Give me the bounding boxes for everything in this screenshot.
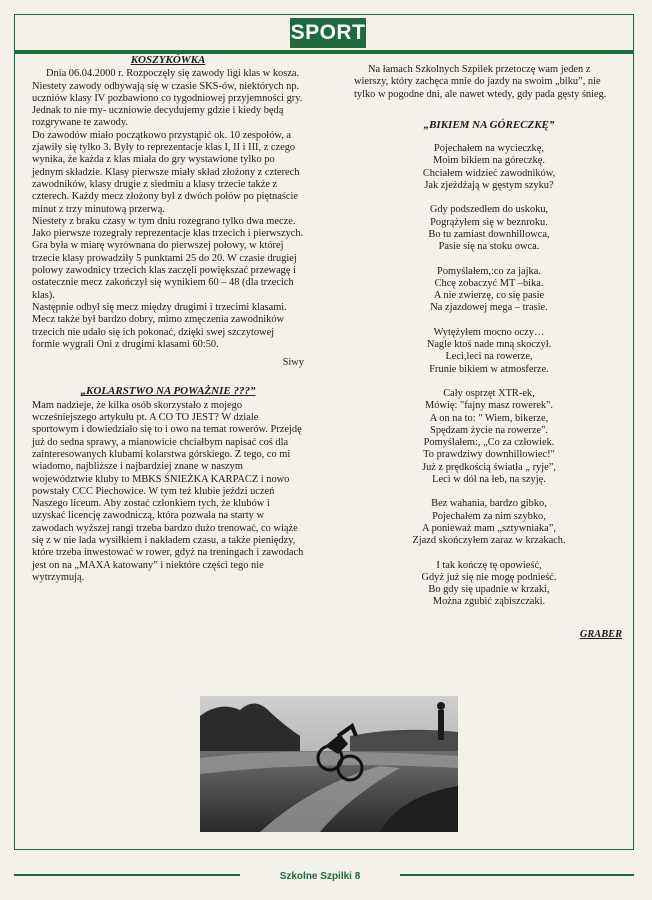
article-title-koszykowka: KOSZYKÓWKA: [130, 54, 206, 66]
poem-line: Jak zjeżdżają w gęstym szyku?: [424, 180, 554, 192]
poem-line: Pojechałem na wycieczkę,: [434, 143, 544, 155]
poem-line: Bo gdy się upadnie w krzaki,: [428, 584, 550, 596]
poem-line: Pojechałem za nim szybko,: [432, 510, 546, 522]
poem-line: Na zjazdowej mega – trasie.: [430, 302, 548, 314]
poem-line: Już z prędkością światła „ ryje”,: [422, 461, 556, 473]
article-paragraph: Niestety z braku czasy w tym dniu rozegrano tylko dwa mecze. Jako pierwsze rozegrały reprezentacje klas trzecich i pierwszych. Gra była w miarę wyrównana do pierwszej połowy, w której trzecie klasy prowadziły 5 punktami 25 do 20. W czasie drugiej połowy zawodnicy trzecich klas zaczęli powiększać przewagę i ostatecznie mecz zakończył się wynikiem 60 – 48 (dla trzecich klas).: [32, 215, 304, 301]
left-column: [32, 54, 304, 584]
poem-line: A nie zwierzę, co się pasie: [433, 290, 545, 302]
cyclist-photo: [200, 696, 458, 832]
poem-line: Pogrążyłem się w beznroku.: [430, 216, 548, 228]
article-signature: Siwy: [282, 357, 304, 369]
poem-line: Moim bikiem na góreczkę.: [433, 155, 545, 167]
poem-stanza: [354, 388, 624, 486]
poem-stanza: [354, 327, 624, 376]
header-rule: [14, 50, 634, 53]
poem-line: I tak kończę tę opowieść,: [436, 559, 542, 571]
poem-line: To prawdziwy downhillowiec!": [423, 449, 555, 461]
poem-line: A on na to: " Wiem, bikerze,: [429, 412, 549, 424]
poem-line: Można zgubić ząbiszczaki.: [432, 596, 546, 608]
poem-line: Mówię: "fajny masz rowerek".: [425, 400, 553, 412]
poem-intro: Na łamach Szkolnych Szpilek przetoczę wam jeden z wierszy, który zachęca mnie do jazdy na swoim „biku”, nie tylko w pogodne dni, ale nawet wtedy, gdy pada gęsty śnieg.: [354, 64, 607, 100]
footer-page-label: Szkolne Szpilki 8: [240, 870, 400, 884]
poem-line: A ponieważ mam „sztywniaka”,: [422, 522, 556, 534]
poem-line: Nagle ktoś nade mną skoczył.: [426, 339, 552, 351]
article-title-kolarstwo: „KOLARSTWO NA POWAŻNIE ???”: [80, 385, 256, 398]
poem-stanza: [354, 266, 624, 315]
poem-line: Zjazd skończyłem zaraz w krzakach.: [412, 535, 566, 547]
poem-line: Leci,leci na rowerze,: [445, 351, 533, 363]
article-paragraph: Następnie odbył się mecz między drugimi i trzecimi klasami. Mecz także był bardzo dobry, mimo zmęczenia zawodników trzecich nie udało się ich pokonać, dzięki swej szczytowej formie wygrali Oni z drugimi klasami 60:50.: [32, 301, 287, 350]
poem-line: Pasie się na stoku owca.: [438, 241, 540, 253]
article-paragraph: Do zawodów miało początkowo przystąpić ok. 10 zespołów, a zjawiły się tylko 3. Były to reprezentacje klas I, II i III, z czego wynika, że każda z klas miała do gry wystawione tylko po jednym składzie. Klasy pierwsze miały skład złożony z czterech zawodników, klasy drugie z siedmiu a klasy trzecie także z czterech. Każdy mecz złożony był z dwóch połów po piętnaście minut z trzy minutową przerwą.: [32, 129, 300, 215]
poem-line: Bez wahania, bardzo gibko,: [431, 498, 547, 510]
poem-line: Chciałem widzieć zawodników,: [422, 167, 556, 179]
poem-line: Spędzam życie na rowerze".: [430, 424, 548, 436]
article-paragraph: Mam nadzieje, że kilka osób skorzystało z mojego wcześniejszego artykułu pt. A CO TO JEST? W dziale sportowym i dowiedziało się to i owo na temat rowerów. Przejdę już do sedna sprawy, a mianowicie chciałbym napisać coś dla zainteresowanych klubami kolarstwa górskiego. Z tego, co mi wiadomo, najbliższe i najbardziej znane w naszym województwie kluby to MBKS ŚNIEŻKA KARPACZ i nowo powstały CCC Piechowice. W tym też klubie jeździ uczeń Naszego liceum. Aby zostać członkiem tych, że klubów i uzyskać licencję zawodniczą, która pozwala na starty w zawodach wyższej rangi trzeba bardzo dużo trenować, co wiąże się z w nie lada wysiłkiem i nakładem czasu, a także pieniędzy, które trzeba inwestować w rower, gdyż na treningach i zawodach jest on na „MAXA katowany” i niektóre części tego nie wytrzymują.: [32, 399, 304, 583]
poem-title: „BIKIEM NA GÓRECZKĘ”: [423, 118, 555, 131]
section-title: SPORT: [290, 18, 366, 48]
poem-line: Chcę zobaczyć MT –bika.: [434, 277, 544, 289]
poem-author: GRABER: [579, 628, 622, 640]
poem-line: Gdyż już się nie mogę podnieść.: [421, 571, 557, 583]
poem-line: Gdy podszedłem do uskoku,: [429, 204, 549, 216]
poem-line: Pomyślałem:, „Co za człowiek.: [423, 437, 555, 449]
poem-stanza: [354, 560, 624, 609]
poem-stanza: [354, 143, 624, 192]
poem-line: Frunie bikiem w atmosferze.: [429, 363, 549, 375]
poem-line: Bo tu zamiast downhillowca,: [428, 228, 550, 240]
cyclist-downhill-photo-icon: [200, 696, 458, 832]
poem-line: Leci w dół na łeb, na szyję.: [432, 474, 546, 486]
poem-line: Cały osprzęt XTR-ek,: [443, 387, 535, 399]
poem-stanza: [354, 204, 624, 253]
right-column: [354, 64, 624, 641]
poem-stanza: [354, 498, 624, 547]
poem-line: Wytężyłem mocno oczy…: [433, 326, 545, 338]
article-paragraph: Dnia 06.04.2000 r. Rozpoczęły się zawody ligi klas w kosza. Niestety zawody odbywają się w czasie SKS-ów, niektórych np. uczniów klasy IV pozbawiono co tygodniowej przyjemności gry. Jednak to nie my- uczniowie decydujemy gdzie i kiedy będą rozgrywane te zawody.: [32, 68, 303, 129]
spacer: [32, 369, 304, 385]
poem-line: Pomyślałem,:co za jajka.: [437, 265, 541, 277]
poem-body: [354, 143, 624, 609]
